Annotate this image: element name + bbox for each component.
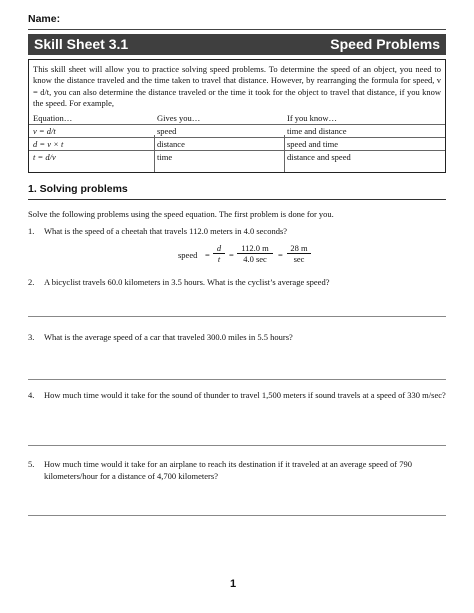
fraction-numerator: 28 m: [287, 243, 311, 254]
table-cell-equation: t = d/v: [33, 152, 56, 162]
question-text: A bicyclist travels 60.0 kilometers in 3.5 hours. What is the cyclist’s average speed?: [44, 277, 330, 287]
section-heading: 1. Solving problems: [28, 183, 128, 195]
equation-lhs: speed: [178, 250, 198, 260]
table-cell-gives: distance: [157, 139, 185, 149]
question-text: How much time would it take for an airplane to reach its destination if it traveled at an average speed of 790 kilometers/hour for a distance of 4,700 kilometers?: [44, 459, 412, 481]
question-number: 3.: [28, 332, 35, 342]
question-text: What is the average speed of a car that traveled 300.0 miles in 5.5 hours?: [44, 332, 293, 342]
table-header-know: If you know…: [287, 113, 338, 123]
table-header-row: [29, 112, 445, 124]
table-row: [29, 124, 445, 137]
sheet-topic: Speed Problems: [330, 36, 440, 52]
table-cell-equation: v = d/t: [33, 126, 56, 136]
question-text: What is the speed of a cheetah that travels 112.0 meters in 4.0 seconds?: [44, 226, 288, 236]
title-banner: [28, 34, 446, 55]
instructions: Solve the following problems using the speed equation. The first problem is done for you.: [28, 209, 334, 219]
question-number: 1.: [28, 226, 35, 236]
table-row: [29, 150, 445, 163]
table-cell-know: distance and speed: [287, 152, 351, 162]
equals-sign: =: [229, 250, 234, 260]
table-cell-gives: speed: [157, 126, 177, 136]
table-cell-know: speed and time: [287, 139, 338, 149]
intro-box: [28, 59, 446, 173]
answer-line[interactable]: [28, 379, 446, 380]
table-row: [29, 137, 445, 150]
table-cell-know: time and distance: [287, 126, 347, 136]
equals-sign: =: [205, 250, 210, 260]
fraction-d-over-t: [213, 243, 225, 265]
fraction-denominator: t: [217, 254, 221, 264]
question-number: 2.: [28, 277, 35, 287]
intro-paragraph: This skill sheet will allow you to practice solving speed problems. To determine the speed of an object, you need to know the distance traveled and the time taken to travel that distance. However, by rearranging the formula for speed, v = d/t, you can also determine the distance traveled or the time it took for the object to travel that distance, if you know the speed. For example,: [33, 64, 441, 109]
name-label: Name:: [28, 13, 61, 25]
table-cell-gives: time: [157, 152, 173, 162]
question-text: How much time would it take for the sound of thunder to travel 1,500 meters if sound travels at a speed of 330 m/sec?: [44, 390, 446, 400]
fraction-denominator: sec: [293, 254, 305, 264]
worked-example-equation: [148, 242, 368, 270]
fraction-value: [237, 243, 273, 265]
question-number: 5.: [28, 459, 35, 469]
fraction-denominator: 4.0 sec: [243, 254, 267, 264]
answer-line[interactable]: [28, 316, 446, 317]
sheet-title: Skill Sheet 3.1: [34, 36, 129, 52]
equals-sign: =: [278, 250, 283, 260]
fraction-numerator: d: [213, 243, 225, 254]
table-divider: [284, 135, 285, 172]
table-cell-equation: d = v × t: [33, 139, 64, 149]
table-header-equation: Equation…: [33, 113, 73, 123]
table-divider: [154, 135, 155, 172]
question-number: 4.: [28, 390, 35, 400]
answer-line[interactable]: [28, 445, 446, 446]
page-number: 1: [230, 578, 237, 590]
fraction-result: [287, 243, 311, 265]
table-header-gives: Gives you…: [157, 113, 201, 123]
name-line[interactable]: [28, 29, 446, 30]
section-divider: [28, 199, 446, 200]
answer-line[interactable]: [28, 515, 446, 516]
fraction-numerator: 112.0 m: [237, 243, 273, 254]
